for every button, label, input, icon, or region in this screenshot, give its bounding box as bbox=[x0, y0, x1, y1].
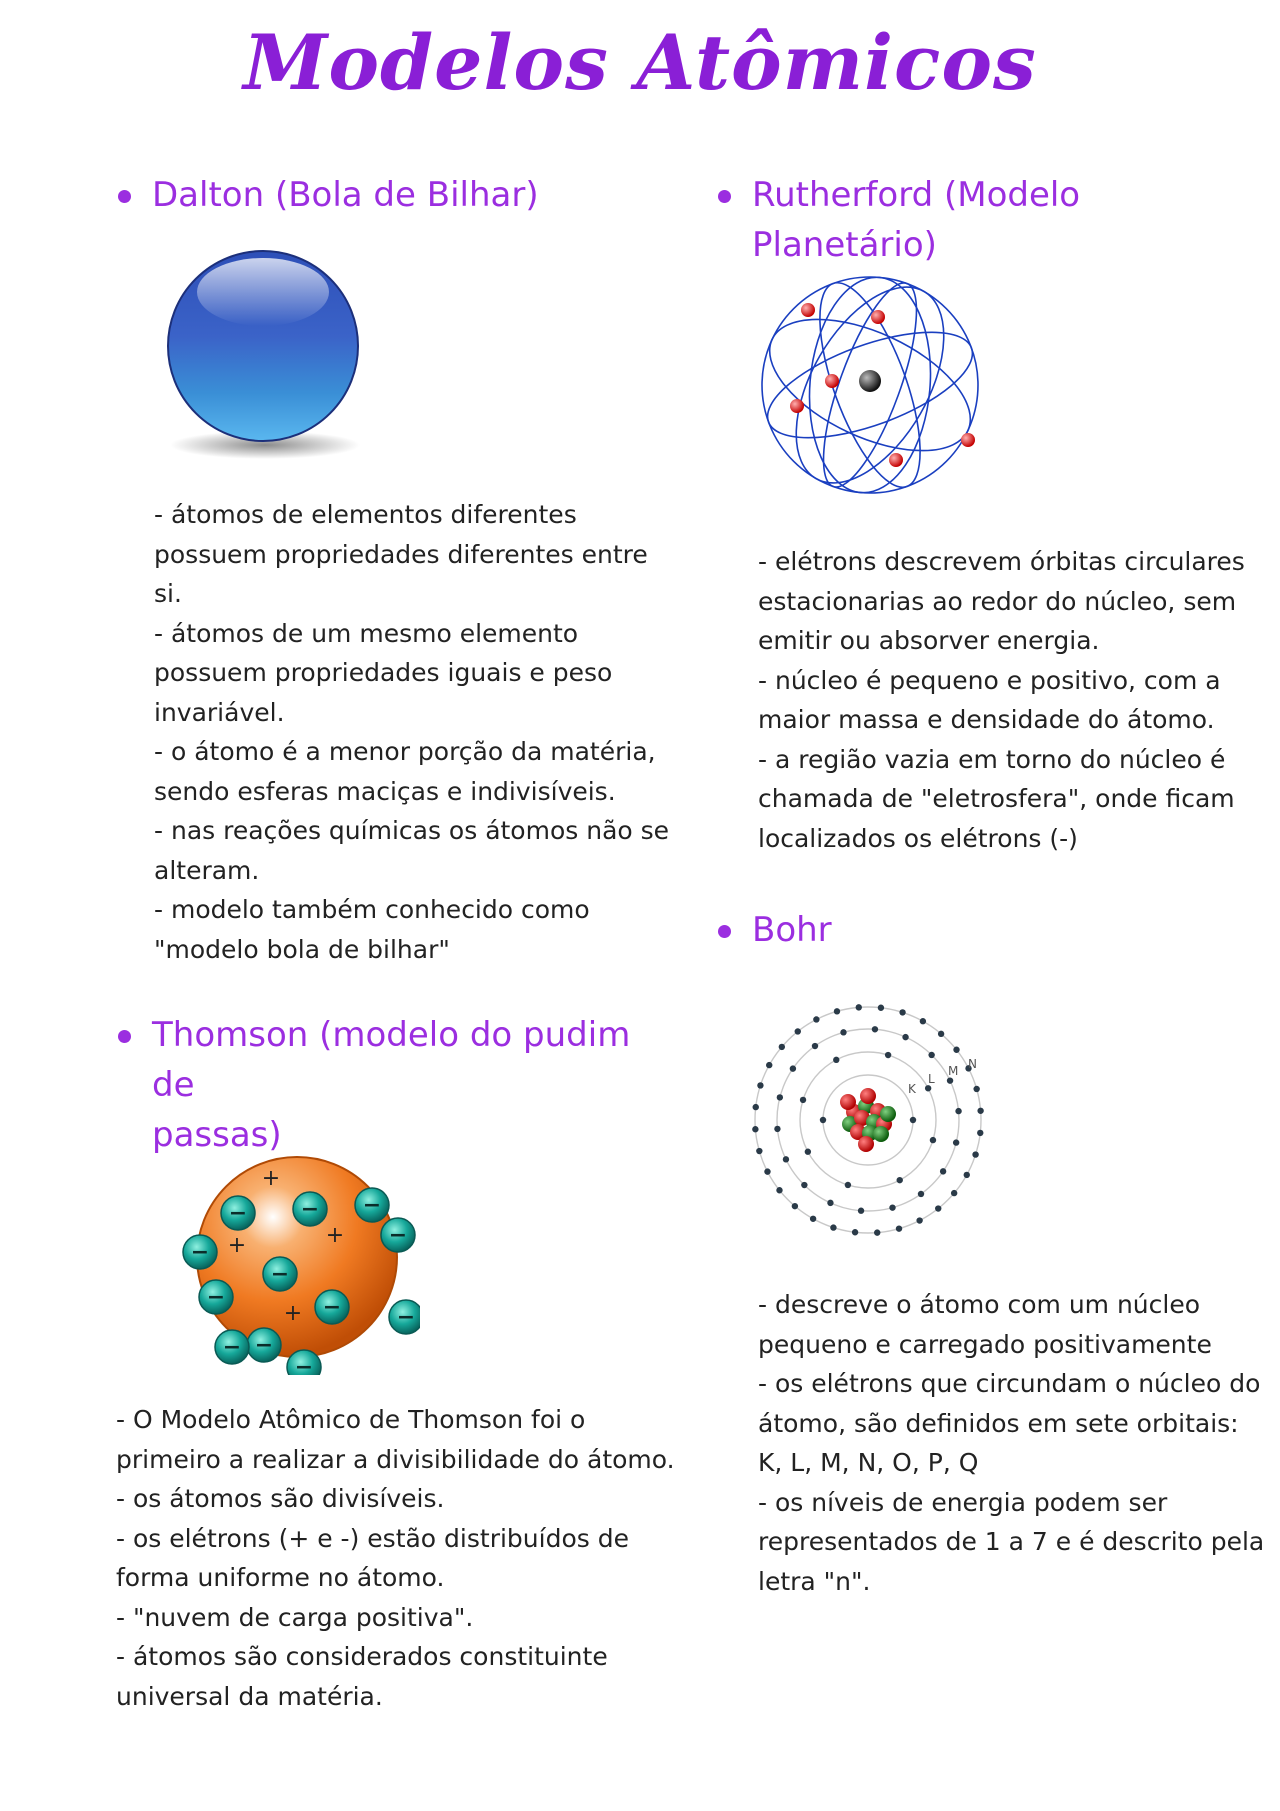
electron-dot bbox=[977, 1108, 983, 1114]
dalton-text-line: - nas reações químicas os átomos não se bbox=[154, 816, 670, 845]
shell-label: N bbox=[968, 1057, 977, 1071]
electron-dot bbox=[972, 1151, 978, 1157]
nucleon bbox=[873, 1126, 889, 1142]
thomson-description bbox=[116, 1400, 675, 1716]
plus-sign-icon: + bbox=[283, 1301, 303, 1326]
electron-icon bbox=[247, 1328, 281, 1362]
thomson-text-line: - "nuvem de carga positiva". bbox=[116, 1602, 474, 1632]
electron-dot bbox=[830, 1224, 836, 1230]
bohr-description bbox=[758, 1285, 1264, 1601]
svg-text:−: − bbox=[396, 1305, 416, 1330]
electron-dot bbox=[977, 1130, 983, 1136]
thomson-text-line: - os átomos são divisíveis. bbox=[116, 1484, 445, 1513]
dalton-text-line: possuem propriedades diferentes entre bbox=[154, 539, 648, 569]
svg-text:−: − bbox=[300, 1197, 320, 1222]
electron-dot bbox=[858, 1208, 864, 1214]
electron-icon bbox=[199, 1280, 233, 1314]
rutherford-text-line: - núcleo é pequeno e positivo, com a bbox=[758, 665, 1221, 695]
page-title: Modelos Atômicos bbox=[243, 18, 1037, 107]
rutherford-text-line: chamada de "eletrosfera", onde ficam bbox=[758, 784, 1235, 813]
dalton-sphere-figure bbox=[150, 250, 380, 470]
thomson-heading-line2: passas) bbox=[152, 1115, 282, 1155]
bohr-heading-text: Bohr bbox=[752, 910, 832, 950]
dalton-text-line: possuem propriedades iguais e peso bbox=[154, 658, 613, 687]
electron-dot bbox=[800, 1097, 806, 1103]
electron-icon bbox=[315, 1290, 349, 1324]
electron-dot bbox=[852, 1229, 858, 1235]
rutherford-description bbox=[758, 542, 1245, 858]
electron-dot bbox=[910, 1117, 916, 1123]
electron-dot bbox=[792, 1203, 798, 1209]
bohr-text-line: letra "n". bbox=[758, 1566, 871, 1596]
plus-sign-icon: + bbox=[325, 1223, 345, 1248]
svg-text:−: − bbox=[388, 1223, 408, 1248]
electron-dot bbox=[779, 1044, 785, 1050]
bullet-icon bbox=[718, 190, 731, 203]
thomson-text-line: forma uniforme no átomo. bbox=[116, 1563, 445, 1592]
electron-dot bbox=[764, 1168, 770, 1174]
bullet-icon bbox=[118, 190, 131, 203]
electron-dot bbox=[845, 1182, 851, 1188]
dalton-text-line: - átomos de elementos diferentes bbox=[154, 500, 577, 529]
nucleon bbox=[840, 1094, 856, 1110]
electron-dot bbox=[856, 1004, 862, 1010]
nucleon bbox=[880, 1106, 896, 1122]
thomson-heading bbox=[118, 1010, 678, 1160]
dalton-heading-text: Dalton (Bola de Bilhar) bbox=[152, 175, 539, 215]
shell-label: M bbox=[948, 1064, 959, 1078]
electron-dot bbox=[766, 1062, 772, 1068]
plus-sign-icon: + bbox=[227, 1233, 247, 1258]
electron-dot bbox=[935, 1205, 941, 1211]
bohr-text-line: - os elétrons que circundam o núcleo do bbox=[758, 1369, 1261, 1398]
dalton-description bbox=[154, 495, 669, 969]
electron-dot bbox=[916, 1217, 922, 1223]
electron-dot bbox=[885, 1052, 891, 1058]
electron-dot bbox=[928, 1052, 934, 1058]
electron-dot bbox=[897, 1177, 903, 1183]
bohr-text-line: pequeno e carregado positivamente bbox=[758, 1329, 1212, 1359]
rutherford-planetary-figure bbox=[750, 265, 990, 505]
electron-dot bbox=[964, 1172, 970, 1178]
plus-sign-icon: + bbox=[261, 1166, 281, 1191]
dalton-text-line: invariável. bbox=[154, 697, 285, 727]
electron-dot bbox=[777, 1094, 783, 1100]
bohr-text-line: átomo, são definidos em sete orbitais: bbox=[758, 1408, 1239, 1438]
electron-dot bbox=[757, 1082, 763, 1088]
thomson-text-line: - O Modelo Atômico de Thomson foi o bbox=[116, 1405, 586, 1434]
rutherford-text-line: emitir ou absorver energia. bbox=[758, 626, 1100, 655]
thomson-pudding-figure bbox=[175, 1140, 420, 1375]
electron-dot bbox=[774, 1126, 780, 1132]
thomson-text-line: - os elétrons (+ e -) estão distribuídos de bbox=[116, 1523, 629, 1553]
electron-dot bbox=[953, 1047, 959, 1053]
electron-dot bbox=[973, 1086, 979, 1092]
electron-dot bbox=[902, 1034, 908, 1040]
electron-dot bbox=[790, 1065, 796, 1071]
electron-dot bbox=[756, 1148, 762, 1154]
electron-icon bbox=[263, 1257, 297, 1291]
electron-icon bbox=[183, 1235, 217, 1269]
thomson-text-line: universal da matéria. bbox=[116, 1681, 383, 1711]
electron-dot bbox=[925, 1085, 931, 1091]
svg-text:−: − bbox=[362, 1193, 382, 1218]
dalton-text-line: - o átomo é a menor porção da matéria, bbox=[154, 737, 656, 766]
bohr-text-line: - os níveis de energia podem ser bbox=[758, 1487, 1168, 1517]
electron-icon bbox=[293, 1192, 327, 1226]
svg-text:−: − bbox=[190, 1240, 210, 1265]
svg-text:−: − bbox=[206, 1285, 226, 1310]
electron-dot bbox=[896, 1225, 902, 1231]
electron-icon bbox=[221, 1196, 255, 1230]
bullet-icon bbox=[118, 1030, 131, 1043]
nucleon bbox=[860, 1088, 876, 1104]
thomson-heading-line1: Thomson (modelo do pudim de bbox=[152, 1015, 631, 1105]
electron-dot bbox=[834, 1008, 840, 1014]
rutherford-text-line: maior massa e densidade do átomo. bbox=[758, 705, 1215, 734]
electron-dot bbox=[812, 1043, 818, 1049]
bullet-icon bbox=[718, 925, 731, 938]
svg-text:−: − bbox=[322, 1295, 342, 1320]
svg-text:−: − bbox=[254, 1333, 274, 1358]
electron-dot bbox=[813, 1016, 819, 1022]
bohr-text-line: K, L, M, N, O, P, Q bbox=[758, 1448, 979, 1477]
shell-label: K bbox=[908, 1082, 916, 1096]
electron-dot bbox=[820, 1117, 826, 1123]
electron-dot bbox=[874, 1229, 880, 1235]
rutherford-text-line: estacionarias ao redor do núcleo, sem bbox=[758, 586, 1237, 616]
bohr-heading bbox=[718, 905, 1118, 955]
bohr-text-line: representados de 1 a 7 e é descrito pela bbox=[758, 1527, 1265, 1556]
dalton-text-line: alteram. bbox=[154, 855, 260, 885]
electron-dot bbox=[938, 1031, 944, 1037]
electron-dot bbox=[827, 1200, 833, 1206]
electron-dot bbox=[872, 1026, 878, 1032]
electron-dot bbox=[805, 1149, 811, 1155]
svg-text:−: − bbox=[294, 1355, 314, 1375]
shell-label: L bbox=[928, 1072, 935, 1086]
bohr-shell-figure bbox=[750, 1000, 1020, 1245]
bohr-text-line: - descreve o átomo com um núcleo bbox=[758, 1290, 1201, 1319]
electron-dot bbox=[955, 1108, 961, 1114]
dalton-text-line: sendo esferas maciças e indivisíveis. bbox=[154, 776, 616, 806]
electron-dot bbox=[947, 1077, 953, 1083]
electron-dot bbox=[920, 1018, 926, 1024]
rutherford-text-line: - elétrons descrevem órbitas circulares bbox=[758, 547, 1245, 576]
electron-icon bbox=[389, 1300, 420, 1334]
rutherford-text-line: localizados os elétrons (-) bbox=[758, 823, 1078, 853]
svg-text:−: − bbox=[228, 1201, 248, 1226]
electron-dot bbox=[951, 1190, 957, 1196]
electron-dot bbox=[940, 1168, 946, 1174]
electron-dot bbox=[783, 1156, 789, 1162]
electron-dot bbox=[753, 1104, 759, 1110]
electron-dot bbox=[795, 1028, 801, 1034]
electron-dot bbox=[899, 1009, 905, 1015]
nucleon bbox=[858, 1136, 874, 1152]
rutherford-text-line: - a região vazia em torno do núcleo é bbox=[758, 744, 1226, 774]
rutherford-heading bbox=[718, 170, 1258, 270]
thomson-text-line: - átomos são considerados constituinte bbox=[116, 1642, 608, 1671]
electron-dot bbox=[840, 1029, 846, 1035]
electron-dot bbox=[833, 1057, 839, 1063]
dalton-text-line: "modelo bola de bilhar" bbox=[154, 934, 450, 964]
electron-dot bbox=[889, 1204, 895, 1210]
electron-icon bbox=[355, 1188, 389, 1222]
electron-dot bbox=[878, 1005, 884, 1011]
electron-dot bbox=[776, 1187, 782, 1193]
electron-icon bbox=[215, 1330, 249, 1364]
thomson-text-line: primeiro a realizar a divisibilidade do átomo. bbox=[116, 1444, 675, 1474]
dalton-heading bbox=[118, 170, 638, 220]
dalton-text-line: - modelo também conhecido como bbox=[154, 895, 590, 924]
electron-dot bbox=[810, 1216, 816, 1222]
electron-dot bbox=[801, 1182, 807, 1188]
electron-dot bbox=[953, 1139, 959, 1145]
electron-icon bbox=[381, 1218, 415, 1252]
rutherford-heading-text: Rutherford (Modelo Planetário) bbox=[752, 175, 1081, 265]
electron-dot bbox=[918, 1191, 924, 1197]
electron-dot bbox=[930, 1137, 936, 1143]
svg-text:−: − bbox=[222, 1335, 242, 1360]
dalton-text-line: si. bbox=[154, 579, 182, 608]
electron-dot bbox=[752, 1126, 758, 1132]
dalton-text-line: - átomos de um mesmo elemento bbox=[154, 618, 579, 648]
svg-text:−: − bbox=[270, 1262, 290, 1287]
